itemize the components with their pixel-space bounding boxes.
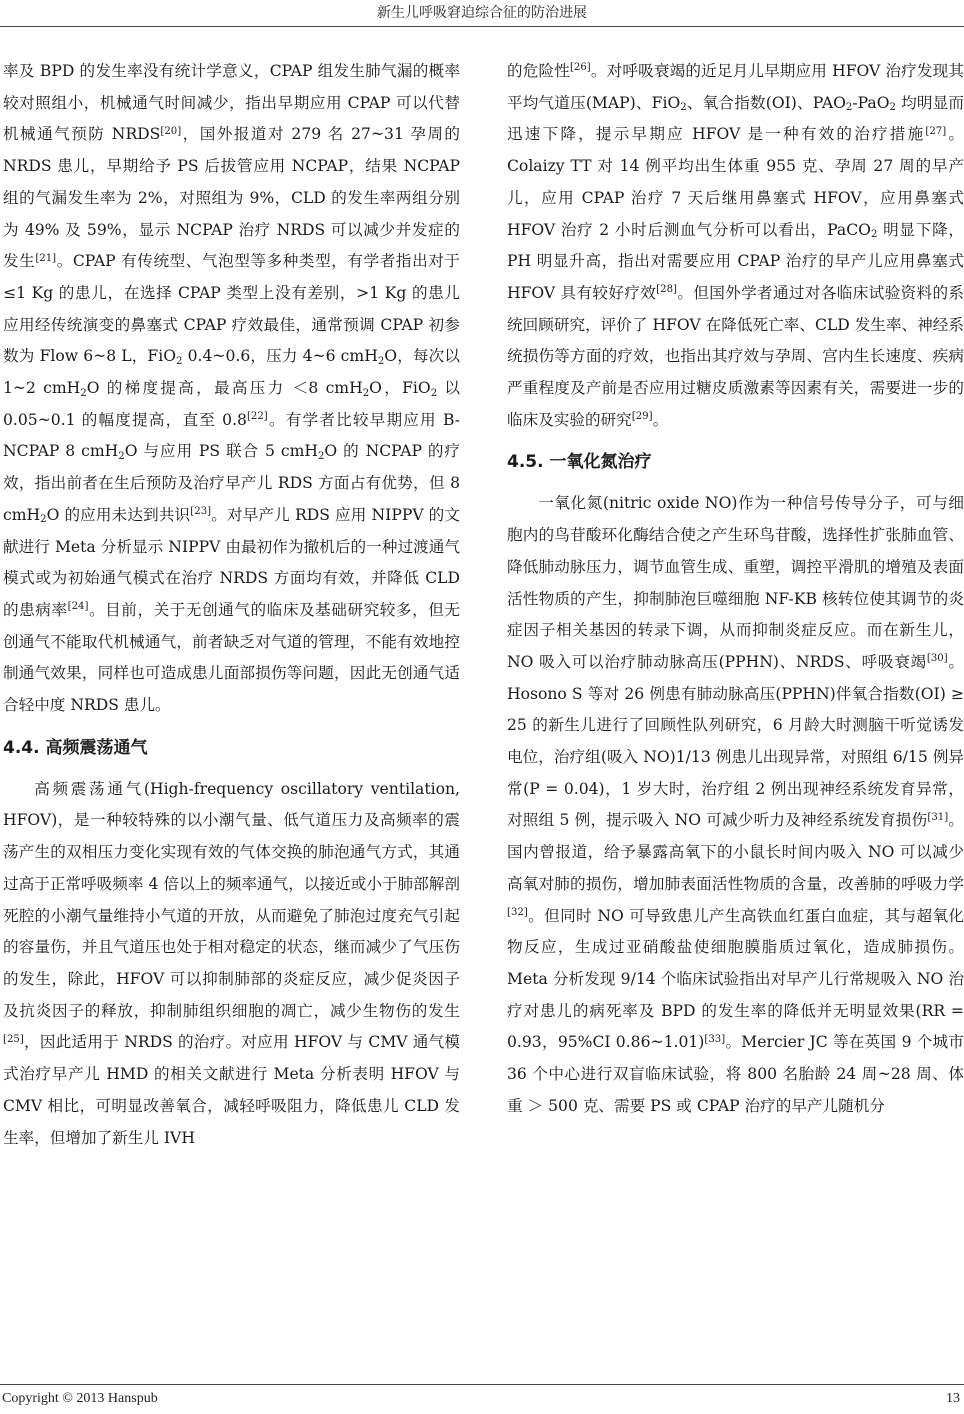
page-number: 13 [946,1391,960,1406]
body-paragraph: 一氧化氮(nitric oxide NO)作为一种信号传导分子，可与细胞内的鸟苷酸环化酶结合使之产生环鸟苷酸，选择性扩张肺血管、降低肺动脉压力，调节血管生成、重塑，调控平滑肌的增殖及表面活性物质的产生，抑制肺泡巨噬细胞 NF-KB 核转位使其调节的炎症因子相关基因的转录下调，从而抑制炎症反应。而在新生儿，NO 吸入可以治疗肺动脉高压(PPHN)、NRDS、呼吸衰竭[30]。Hosono S 等对 26 例患有肺动脉高压(PPHN)伴氧合指数(OI) ≥ 25 的新生儿进行了回顾性队列研究，6 月龄大时测脑干听觉诱发电位，治疗组(吸入 NO)1/13 例患儿出现异常，对照组 6/15 例异常(P = 0.04)，1 岁大时，治疗组 2 例出现神经系统发育异常，对照组 5 例，提示吸入 NO 可减少听力及神经系统发育损伤[31]。国内曾报道，给予暴露高氧下的小鼠长时间内吸入 NO 可以减少高氧对肺的损伤，增加肺表面活性物质的含量，改善肺的呼吸力学[32]。但同时 NO 可导致患儿产生高铁血红蛋白血症，其与超氧化物反应，生成过亚硝酸盐使细胞膜脂质过氧化，造成肺损伤。Meta 分析发现 9/14 个临床试验指出对早产儿行常规吸入 NO 治疗对患儿的病死率及 BPD 的发生率的降低并无明显效果(RR = 0.93，95%CI 0.86~1.01)[33]。Mercier JC 等在英国 9 个城市 36 个中心进行双盲临床试验，将 800 名胎龄 24 周~28 周、体重 ＞ 500 克、需要 PS 或 CPAP 治疗的早产儿随机分 [507,494,964,1115]
citation-ref: [32] [507,907,528,919]
citation-ref: [24] [67,601,89,613]
citation-ref: [27] [925,125,947,137]
citation-ref: [25] [3,1033,24,1045]
footer-rule [0,1384,964,1385]
citation-ref: [21] [35,252,57,264]
citation-ref: [26] [569,62,591,74]
body-paragraph: 的危险性[26]。对呼吸衰竭的近足月儿早期应用 HFOV 治疗发现其平均气道压(MAP)、FiO2、氧合指数(OI)、PAO2-PaO2 均明显而迅速下降，提示早期应 HFOV 是一种有效的治疗措施[27]。Colaizy TT 对 14 例平均出生体重 955 克、孕周 27 周的早产儿，应用 CPAP 治疗 7 天后继用鼻塞式 HFOV，应用鼻塞式 HFOV 治疗 2 小时后测血气分析可以看出，PaCO2 明显下降，PH 明显升高，指出对需要应用 CPAP 治疗的早产儿应用鼻塞式 HFOV 具有较好疗效[28]。但国外学者通过对各临床试验资料的系统回顾研究，评价了 HFOV 在降低死亡率、CLD 发生率、神经系统损伤等方面的疗效，也指出其疗效与孕周、宫内生长速度、疾病严重程度及产前是否应用过糖皮质激素等因素有关，需要进一步的临床及实验的研究[29]。 [507,62,964,429]
citation-ref: [29] [631,411,653,423]
running-header: 新生儿呼吸窘迫综合征的防治进展 [377,5,587,21]
body-paragraph: 高频震荡通气(High-frequency oscillatory ventilation, HFOV)，是一种较特殊的以小潮气量、低气道压力及高频率的震荡产生的双相压力变化实现有效的气体交换的肺泡通气方式，其通过高于正常呼吸频率 4 倍以上的频率通气，以接近或小于肺部解剖死腔的小潮气量维持小气道的开放，从而避免了肺泡过度充气引起的容量伤，并且气道压也处于相对稳定的状态，继而减少了气压伤的发生，除此，HFOV 可以抑制肺部的炎症反应，减少促炎因子及抗炎因子的释放，抑制肺组织细胞的凋亡，减少生物伤的发生[25]，因此适用于 NRDS 的治疗。对应用 HFOV 与 CMV 通气模式治疗早产儿 HMD 的相关文献进行 Meta 分析表明 HFOV 与 CMV 相比，可明显改善氧合，减轻呼吸阻力，降低患儿 CLD 发生率，但增加了新生儿 IVH [3,779,460,1147]
citation-ref: [31] [927,811,949,823]
citation-ref: [33] [704,1033,726,1045]
body-paragraph: 率及 BPD 的发生率没有统计学意义，CPAP 组发生肺气漏的概率较对照组小，机械通气时间减少，指出早期应用 CPAP 可以代替机械通气预防 NRDS[20]，国外报道对 279 名 27~31 孕周的 NRDS 患儿，早期给予 PS 后拔管应用 NCPAP，结果 NCPAP 组的气漏发生率为 2%，对照组为 9%，CLD 的发生率两组分别为 49% 及 59%，显示 NCPAP 治疗 NRDS 可以减少并发症的发生[21]。CPAP 有传统型、气泡型等多种类型，有学者指出对于≤1 Kg 的患儿，在选择 CPAP 类型上没有差别，>1 Kg 的患儿应用经传统演变的鼻塞式 CPAP 疗效最佳，通常预调 CPAP 初参数为 Flow 6~8 L，FiO2 0.4~0.6，压力 4~6 cmH2O，每次以 1~2 cmH2O 的梯度提高，最高压力 ＜8 cmH2O，FiO2 以 0.05~0.1 的幅度提高，直至 0.8[22]。有学者比较早期应用 B-NCPAP 8 cmH2O 与应用 PS 联合 5 cmH2O 的 NCPAP 的疗效，指出前者在生后预防及治疗早产儿 RDS 方面占有优势，但 8 cmH2O 的应用未达到共识[23]。对早产儿 RDS 应用 NIPPV 的文献进行 Meta 分析显示 NIPPV 由最初作为撤机后的一种过渡通气模式或为初始通气模式在治疗 NRDS 方面均有效，并降低 CLD 的患病率[24]。目前，关于无创通气的临床及基础研究较多，但无创通气不能取代机械通气，前者缺乏对气道的管理，不能有效地控制通气效果，同样也可造成患儿面部损伤等问题，因此无创通气适合轻中度 NRDS 患儿。 [3,62,460,715]
section-heading-4-4: 4.4. 高频震荡通气 [3,737,148,758]
header-rule [0,26,964,27]
copyright-notice: Copyright © 2013 Hanspub [2,1391,158,1406]
left-column [3,56,460,1378]
citation-ref: [30] [926,653,948,665]
section-heading-4-5: 4.5. 一氧化氮治疗 [507,452,652,473]
citation-ref: [23] [190,506,212,518]
citation-ref: [22] [246,411,268,423]
citation-ref: [20] [160,125,182,137]
right-column [507,56,964,1378]
citation-ref: [28] [656,284,677,296]
